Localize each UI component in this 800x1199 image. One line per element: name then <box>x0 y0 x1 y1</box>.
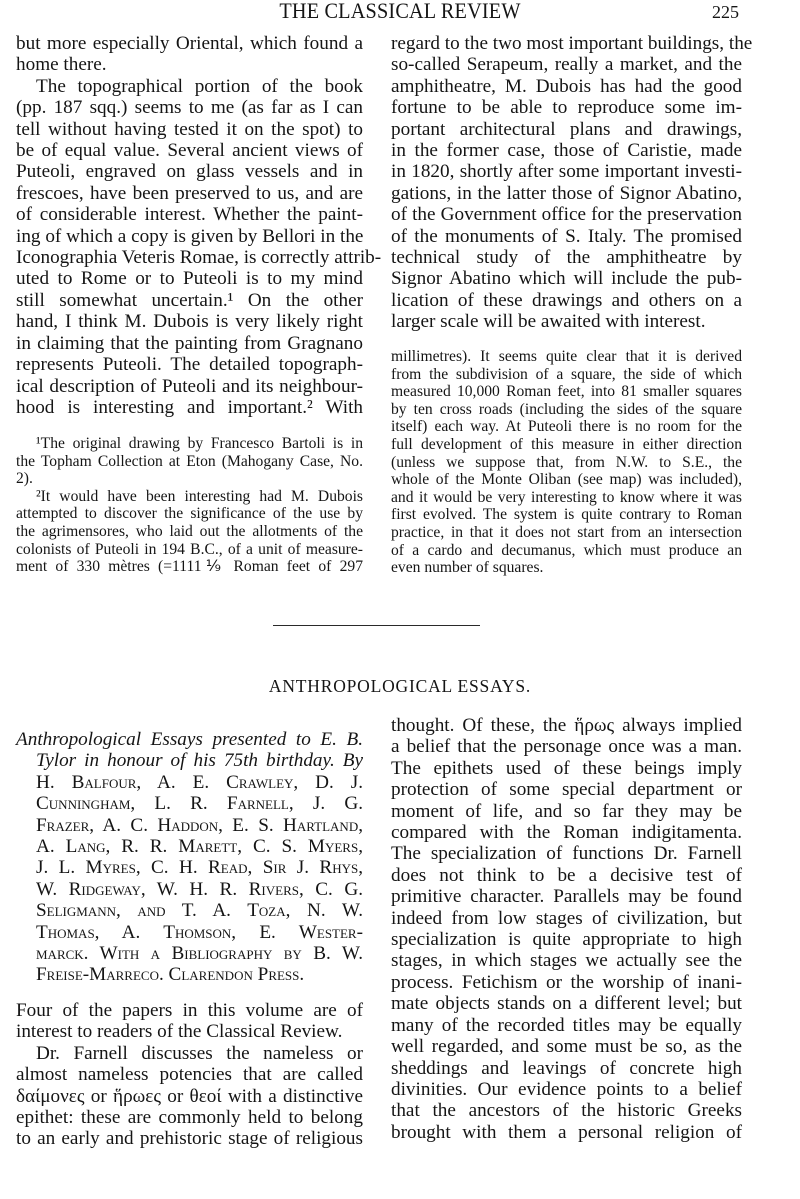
text-line: Signor Abatino which will include the pub- <box>391 268 742 290</box>
text-line: specialization is quite appropriate to high <box>391 929 742 951</box>
text-line: ical description of Puteoli and its neighbour- <box>16 375 363 397</box>
text-line: thought. Of these, the ἥρως always implied <box>391 715 742 736</box>
footnote-line: attempted to discover the significance of the use by <box>16 505 363 523</box>
footnote-line: 2). <box>16 470 33 488</box>
section-title: ANTHROPOLOGICAL ESSAYS. <box>268 676 532 696</box>
footnote-line: practice, in that it does not start from an intersection <box>391 523 742 541</box>
text-line: The epithets used of these beings imply <box>391 757 742 779</box>
text-line: fortune to be able to reproduce some im- <box>391 97 742 119</box>
footnote-line: the agrimensores, who laid out the allotments of the <box>16 522 363 540</box>
footnote-line: of a cardo and decumanus, which must produce an <box>391 541 742 559</box>
text-line: (pp. 187 sqq.) seems to me (as far as I can <box>16 97 363 119</box>
text-line: indeed from low stages of civilization, but <box>391 907 742 929</box>
text-line: a belief that the personage once was a man. <box>391 736 742 758</box>
text-line: mate objects stands on a different level; but <box>391 993 742 1015</box>
journal-title: THE CLASSICAL REVIEW <box>279 0 521 23</box>
text-line: δαίμονες or ἥρωες or θεοί with a distinctive <box>16 1085 363 1107</box>
citation-line: H. Balfour, A. E. Crawley, D. J. <box>36 771 363 793</box>
bottom-right-column <box>391 715 742 1143</box>
text-line: that the ancestors of the historic Greeks <box>391 1100 742 1122</box>
text-line: in 1820, shortly after some important investi- <box>391 161 742 183</box>
citation-line: A. Lang, R. R. Marett, C. S. Myers, <box>36 836 363 858</box>
footnote-line: the Topham Collection at Eton (Mahogany Case, No. <box>16 452 363 470</box>
text-line: of the monuments of S. Italy. The promised <box>391 225 742 247</box>
text-line: process. Fetichism or the worship of inani- <box>391 971 742 993</box>
text-line: amphitheatre, M. Dubois has had the good <box>391 75 742 97</box>
text-line: to an early and prehistoric stage of religious <box>16 1128 363 1150</box>
text-line: sheddings and leavings of concrete high <box>391 1057 742 1079</box>
footnote-continuation-right <box>391 348 742 577</box>
citation-line: Freise-Marreco. Clarendon Press. <box>36 964 305 986</box>
paragraph-intro <box>16 1000 363 1043</box>
text-line: primitive character. Parallels may be found <box>391 886 742 908</box>
text-line: stages, in which stages we actually see the <box>391 950 742 972</box>
text-line: in the former case, those of Caristie, made <box>391 140 742 162</box>
footnote-line: first evolved. The system is quite contrary to Roman <box>391 506 742 524</box>
footnote-line: and it would be very interesting to know where it was <box>391 488 742 506</box>
paragraph-continuation <box>16 33 363 76</box>
text-line: moment of life, and so far they may be <box>391 800 742 822</box>
footnote-line: ¹The original drawing by Francesco Bartoli is in <box>36 435 363 452</box>
paragraph-farnell <box>16 1043 363 1150</box>
text-line: The topographical portion of the book <box>36 75 363 97</box>
text-line: The specialization of functions Dr. Farnell <box>391 843 742 865</box>
citation-line: Anthropological Essays presented to E. B. <box>16 729 363 750</box>
text-line: but more especially Oriental, which found a <box>16 33 363 54</box>
text-line: lication of these drawings and others on a <box>391 289 742 311</box>
bibliographic-citation <box>16 729 363 986</box>
citation-block <box>16 729 363 986</box>
text-line: protection of some special department or <box>391 779 742 801</box>
text-line: of the Government office for the preservation <box>391 204 742 226</box>
text-line: hand, I think M. Dubois is very likely right <box>16 311 363 333</box>
page-number: 225 <box>712 2 739 22</box>
text-line: still somewhat uncertain.¹ On the other <box>16 289 363 311</box>
text-line: frescoes, have been preserved to us, and are <box>16 182 363 204</box>
text-line: Iconographia Veteris Romae, is correctly attrib- <box>16 247 382 269</box>
text-line: home there. <box>16 54 107 76</box>
top-left-column <box>16 33 382 418</box>
text-line: so-called Serapeum, really a market, and the <box>391 54 742 76</box>
citation-line: Thomas, A. Thomson, E. Wester- <box>36 921 363 943</box>
paragraph-topography <box>16 75 382 419</box>
footnote-line: ment of 330 mètres (=1111⅑ Roman feet of 297 <box>16 558 363 576</box>
footnote-line: (unless we suppose that, from N.W. to S.E., the <box>391 453 742 471</box>
text-line: almost nameless potencies that are called <box>16 1064 363 1086</box>
text-line: compared with the Roman indigitamenta. <box>391 822 742 844</box>
text-line: Puteoli, engraved on glass vessels and in <box>16 161 363 183</box>
footnotes-left <box>16 435 363 576</box>
text-line: well regarded, and some must be so, as the <box>391 1036 742 1058</box>
footnote-1 <box>16 435 363 488</box>
text-line: Dr. Farnell discusses the nameless or <box>36 1042 363 1064</box>
footnote-line: itself) each way. At Puteoli there is no room for the <box>391 418 742 436</box>
text-line: be of equal value. Several ancient views of <box>16 140 363 162</box>
text-line: portant architectural plans and drawings, <box>391 118 742 140</box>
text-line: divinities. Our evidence points to a belief <box>391 1078 742 1100</box>
footnote-line: even number of squares. <box>391 559 544 577</box>
text-line: technical study of the amphitheatre by <box>391 247 742 269</box>
citation-line: W. Ridgeway, W. H. R. Rivers, C. G. <box>36 878 363 900</box>
text-line: of considerable interest. Whether the paint- <box>16 204 363 226</box>
text-line: regard to the two most important buildings, the <box>391 33 753 54</box>
footnote-line: millimetres). It seems quite clear that it is derived <box>391 348 742 365</box>
text-line: hood is interesting and important.² With <box>16 396 363 418</box>
footnote-2 <box>16 488 363 576</box>
citation-line: Frazer, A. C. Haddon, E. S. Hartland, <box>36 814 363 836</box>
text-line: uted to Rome or to Puteoli is to my mind <box>16 268 363 290</box>
running-header <box>0 0 800 24</box>
section-divider-rule <box>273 625 480 626</box>
top-right-column <box>391 33 753 333</box>
citation-line: marck. With a Bibliography by B. W. <box>36 943 363 965</box>
text-line: Four of the papers in this volume are of <box>16 1000 363 1021</box>
text-line: brought with them a personal religion of <box>391 1121 742 1143</box>
citation-line: Tylor in honour of his 75th birthday. By <box>36 750 363 772</box>
footnote-line: colonists of Puteoli in 194 B.C., of a unit of measure- <box>16 540 363 558</box>
text-line: does not think to be a decisive test of <box>391 864 742 886</box>
footnote-line: measured 10,000 Roman feet, into 81 smaller squares <box>391 383 742 401</box>
text-line: interest to readers of the Classical Review. <box>16 1021 343 1043</box>
text-line: ing of which a copy is given by Bellori in the <box>16 225 364 247</box>
text-line: epithet: these are commonly held to belong <box>16 1107 363 1129</box>
footnote-line: by ten cross roads (including the sides of the square <box>391 400 742 418</box>
text-line: larger scale will be awaited with interest. <box>391 311 706 333</box>
text-line: many of the recorded titles may be equally <box>391 1014 742 1036</box>
footnote-line: whole of the Monte Oliban (see map) was included), <box>391 471 742 489</box>
text-line: gations, in the latter those of Signor Abatino, <box>391 182 742 204</box>
bottom-left-column <box>16 1000 363 1150</box>
footnote-line: full development of this measure in either direction <box>391 435 742 453</box>
text-line: represents Puteoli. The detailed topograph- <box>16 354 363 376</box>
text-line: in claiming that the painting from Gragnano <box>16 332 363 354</box>
citation-line: Cunningham, L. R. Farnell, J. G. <box>36 793 363 815</box>
footnote-line: from the subdivision of a square, the side of which <box>391 365 742 383</box>
footnote-line: ²It would have been interesting had M. Dubois <box>36 487 363 505</box>
citation-line: Seligmann, and T. A. Toza, N. W. <box>36 900 363 922</box>
text-line: tell without having tested it on the spot) to <box>16 118 363 140</box>
citation-line: J. L. Myres, C. H. Read, Sir J. Rhys, <box>36 857 363 879</box>
